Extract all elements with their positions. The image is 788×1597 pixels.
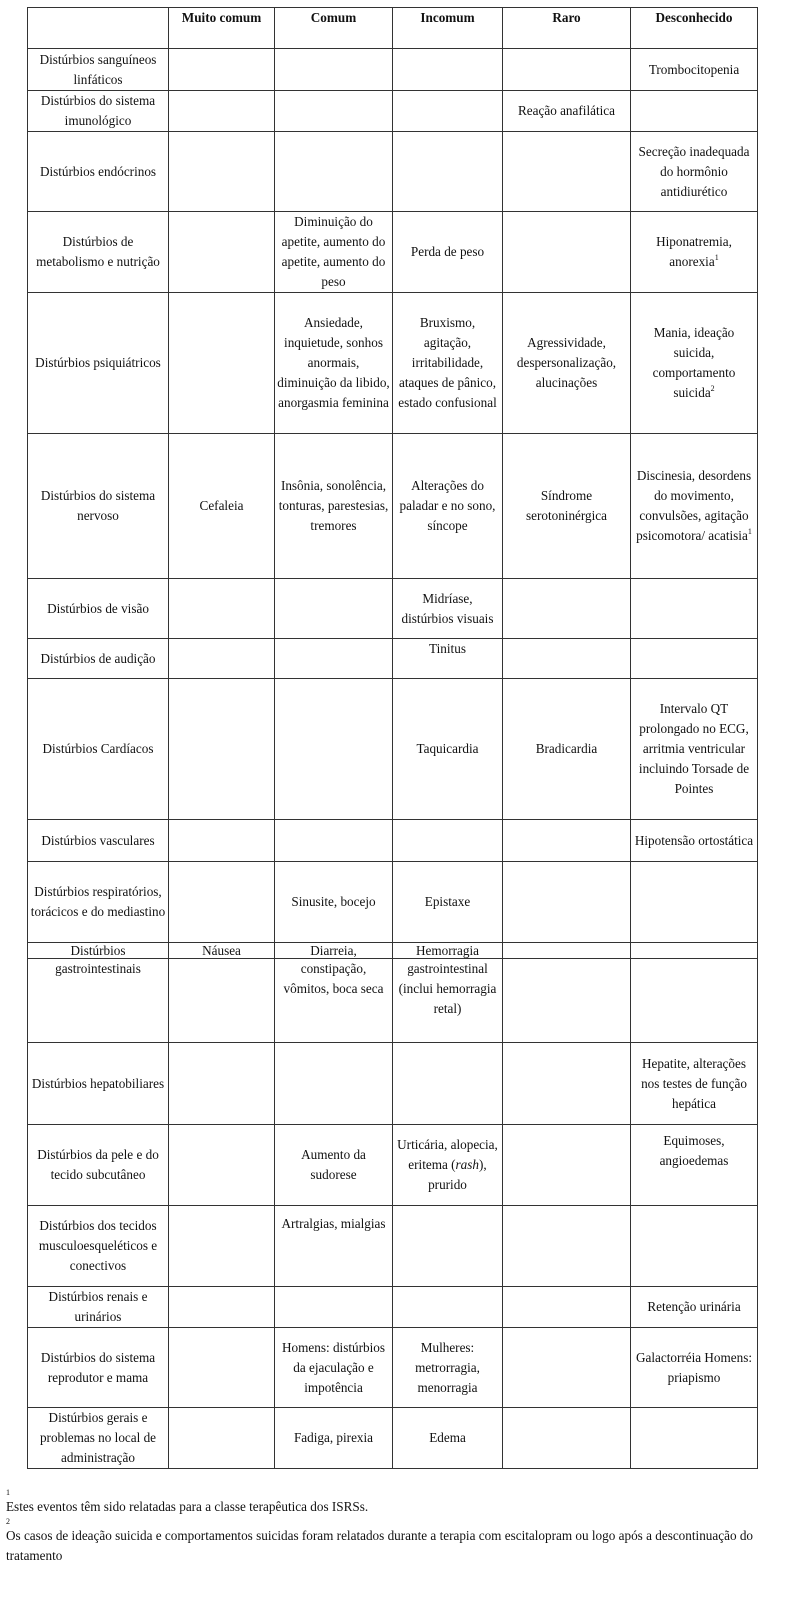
- comum-cell: [275, 132, 393, 212]
- muito-comum-cell: [169, 1043, 275, 1125]
- table-row: [28, 959, 758, 1043]
- desconhecido-cell: Retenção urinária: [631, 1287, 758, 1328]
- comum-cell: Aumento da sudorese: [275, 1125, 393, 1206]
- system-cell: Distúrbios Cardíacos: [28, 679, 169, 820]
- table-row: [28, 862, 758, 943]
- raro-cell: [503, 959, 631, 1043]
- raro-cell: [503, 1287, 631, 1328]
- comum-cell: Diarreia,: [275, 943, 393, 959]
- incomum-cell: Edema: [393, 1408, 503, 1469]
- system-cell: Distúrbios hepatobiliares: [28, 1043, 169, 1125]
- table-row: [28, 91, 758, 132]
- table-row: [28, 212, 758, 293]
- muito-comum-cell: [169, 293, 275, 434]
- comum-cell: Sinusite, bocejo: [275, 862, 393, 943]
- system-cell: Distúrbios de metabolismo e nutrição: [28, 212, 169, 293]
- table-row: [28, 1328, 758, 1408]
- table-row: [28, 579, 758, 639]
- table-row: [28, 1408, 758, 1469]
- system-cell: Distúrbios de audição: [28, 639, 169, 679]
- system-cell: Distúrbios respiratórios, torácicos e do mediastino: [28, 862, 169, 943]
- header-incomum: Incomum: [393, 8, 503, 49]
- table-row: [28, 679, 758, 820]
- header-desconhecido: Desconhecido: [631, 8, 758, 49]
- system-cell: Distúrbios psiquiátricos: [28, 293, 169, 434]
- raro-cell: [503, 1043, 631, 1125]
- comum-cell: Homens: distúrbios da ejaculação e impotência: [275, 1328, 393, 1408]
- desconhecido-cell: [631, 959, 758, 1043]
- incomum-text-italic: rash: [455, 1157, 479, 1172]
- desconhecido-cell: [631, 434, 758, 579]
- desconhecido-cell: [631, 579, 758, 639]
- muito-comum-cell: [169, 579, 275, 639]
- table-row: [28, 293, 758, 434]
- raro-cell: [503, 132, 631, 212]
- comum-cell: Ansiedade, inquietude, sonhos anormais, diminuição da libido, anorgasmia feminina: [275, 293, 393, 434]
- raro-cell: Síndrome serotoninérgica: [503, 434, 631, 579]
- muito-comum-cell: [169, 679, 275, 820]
- footnote-mark: 2: [6, 1517, 10, 1526]
- footnote-2: [6, 1517, 782, 1566]
- incomum-cell: [393, 1043, 503, 1125]
- raro-cell: [503, 1206, 631, 1287]
- header-muito-comum: Muito comum: [169, 8, 275, 49]
- incomum-cell: [393, 1125, 503, 1206]
- system-cell: Distúrbios dos tecidos musculoesqueléticos e conectivos: [28, 1206, 169, 1287]
- comum-cell: [275, 1043, 393, 1125]
- system-cell: Distúrbios renais e urinários: [28, 1287, 169, 1328]
- footnote-ref: 1: [747, 527, 752, 536]
- raro-cell: Bradicardia: [503, 679, 631, 820]
- raro-cell: [503, 212, 631, 293]
- raro-cell: [503, 579, 631, 639]
- system-cell: Distúrbios do sistema reprodutor e mama: [28, 1328, 169, 1408]
- desconhecido-cell: [631, 1206, 758, 1287]
- incomum-cell: [393, 49, 503, 91]
- muito-comum-cell: [169, 862, 275, 943]
- comum-cell: [275, 820, 393, 862]
- muito-comum-cell: [169, 1125, 275, 1206]
- adverse-reactions-table-wrap: [27, 7, 757, 1469]
- comum-cell: [275, 49, 393, 91]
- incomum-cell: Mulheres: metrorragia, menorragia: [393, 1328, 503, 1408]
- footnote-ref: 2: [710, 384, 715, 393]
- footnote-text: Os casos de ideação suicida e comportamentos suicidas foram relatados durante a terapia com escitalopram ou logo após a descontinuação do tratamento: [6, 1528, 754, 1563]
- incomum-cell: Taquicardia: [393, 679, 503, 820]
- desconhecido-cell: [631, 639, 758, 679]
- muito-comum-cell: [169, 91, 275, 132]
- header-row: [28, 8, 758, 49]
- system-cell: Distúrbios: [28, 943, 169, 959]
- raro-cell: [503, 1408, 631, 1469]
- incomum-cell: [393, 820, 503, 862]
- comum-cell: Artralgias, mialgias: [275, 1206, 393, 1287]
- raro-cell: [503, 1125, 631, 1206]
- comum-cell: [275, 639, 393, 679]
- comum-cell: Diminuição do apetite, aumento do apetite, aumento do peso: [275, 212, 393, 293]
- footnote-mark: 1: [6, 1488, 10, 1497]
- comum-cell: [275, 91, 393, 132]
- desconhecido-cell: Equimoses, angioedemas: [631, 1125, 758, 1206]
- incomum-cell: Hemorragia: [393, 943, 503, 959]
- muito-comum-cell: [169, 959, 275, 1043]
- system-cell: Distúrbios de visão: [28, 579, 169, 639]
- system-cell: gastrointestinais: [28, 959, 169, 1043]
- header-comum: Comum: [275, 8, 393, 49]
- raro-cell: [503, 862, 631, 943]
- comum-cell: constipação, vômitos, boca seca: [275, 959, 393, 1043]
- incomum-cell: [393, 1206, 503, 1287]
- incomum-cell: [393, 91, 503, 132]
- muito-comum-cell: [169, 49, 275, 91]
- desconhecido-cell: Trombocitopenia: [631, 49, 758, 91]
- comum-cell: [275, 1287, 393, 1328]
- table-row: [28, 1287, 758, 1328]
- incomum-text-a: Urticária, alopecia, eritema (: [397, 1137, 498, 1172]
- raro-cell: [503, 1328, 631, 1408]
- table-row: [28, 1125, 758, 1206]
- desconhecido-cell: Galactorréia Homens: priapismo: [631, 1328, 758, 1408]
- muito-comum-cell: [169, 1328, 275, 1408]
- desconhecido-text: Hiponatremia, anorexia: [656, 234, 732, 269]
- incomum-cell: gastrointestinal (inclui hemorragia retal): [393, 959, 503, 1043]
- system-cell: Distúrbios sanguíneos linfáticos: [28, 49, 169, 91]
- table-row: [28, 820, 758, 862]
- raro-cell: Agressividade, despersonalização, alucinações: [503, 293, 631, 434]
- incomum-cell: Midríase, distúrbios visuais: [393, 579, 503, 639]
- table-row: [28, 1043, 758, 1125]
- comum-cell: [275, 679, 393, 820]
- header-system: [28, 8, 169, 49]
- desconhecido-cell: [631, 1408, 758, 1469]
- table-row: [28, 943, 758, 959]
- raro-cell: [503, 49, 631, 91]
- system-cell: Distúrbios vasculares: [28, 820, 169, 862]
- desconhecido-cell: [631, 91, 758, 132]
- desconhecido-cell: [631, 293, 758, 434]
- header-raro: Raro: [503, 8, 631, 49]
- raro-cell: [503, 943, 631, 959]
- footnote-text: Estes eventos têm sido relatadas para a classe terapêutica dos ISRSs.: [6, 1499, 369, 1514]
- muito-comum-cell: [169, 132, 275, 212]
- system-cell: Distúrbios do sistema nervoso: [28, 434, 169, 579]
- incomum-cell: Tinitus: [393, 639, 503, 679]
- raro-cell: [503, 820, 631, 862]
- muito-comum-cell: [169, 639, 275, 679]
- muito-comum-cell: [169, 1408, 275, 1469]
- incomum-text-b: ), prurido: [428, 1157, 487, 1192]
- table-row: [28, 639, 758, 679]
- desconhecido-cell: Secreção inadequada do hormônio antidiurético: [631, 132, 758, 212]
- desconhecido-cell: Hepatite, alterações nos testes de função hepática: [631, 1043, 758, 1125]
- muito-comum-cell: [169, 212, 275, 293]
- desconhecido-cell: Intervalo QT prolongado no ECG, arritmia ventricular incluindo Torsade de Pointes: [631, 679, 758, 820]
- muito-comum-cell: Cefaleia: [169, 434, 275, 579]
- system-cell: Distúrbios da pele e do tecido subcutâneo: [28, 1125, 169, 1206]
- muito-comum-cell: Náusea: [169, 943, 275, 959]
- incomum-cell: Bruxismo, agitação, irritabilidade, ataques de pânico, estado confusional: [393, 293, 503, 434]
- table-row: [28, 434, 758, 579]
- incomum-cell: Alterações do paladar e no sono, síncope: [393, 434, 503, 579]
- table-row: [28, 132, 758, 212]
- desconhecido-cell: [631, 943, 758, 959]
- desconhecido-cell: Hipotensão ortostática: [631, 820, 758, 862]
- footnotes: [6, 1488, 782, 1566]
- system-cell: Distúrbios endócrinos: [28, 132, 169, 212]
- footnote-ref: 1: [714, 253, 719, 262]
- desconhecido-text: Discinesia, desordens do movimento, convulsões, agitação psicomotora/ acatisia: [636, 468, 752, 543]
- incomum-cell: Perda de peso: [393, 212, 503, 293]
- raro-cell: [503, 639, 631, 679]
- desconhecido-cell: [631, 212, 758, 293]
- muito-comum-cell: [169, 1206, 275, 1287]
- table-row: [28, 1206, 758, 1287]
- comum-cell: [275, 579, 393, 639]
- table-row: [28, 49, 758, 91]
- comum-cell: Insônia, sonolência, tonturas, parestesias, tremores: [275, 434, 393, 579]
- incomum-cell: [393, 1287, 503, 1328]
- raro-cell: Reação anafilática: [503, 91, 631, 132]
- system-cell: Distúrbios do sistema imunológico: [28, 91, 169, 132]
- incomum-cell: [393, 132, 503, 212]
- desconhecido-cell: [631, 862, 758, 943]
- desconhecido-text: Mania, ideação suicida, comportamento suicida: [652, 325, 736, 400]
- adverse-reactions-table: [27, 7, 758, 1469]
- system-cell: Distúrbios gerais e problemas no local de administração: [28, 1408, 169, 1469]
- comum-cell: Fadiga, pirexia: [275, 1408, 393, 1469]
- footnote-1: [6, 1488, 782, 1517]
- muito-comum-cell: [169, 1287, 275, 1328]
- incomum-cell: Epistaxe: [393, 862, 503, 943]
- muito-comum-cell: [169, 820, 275, 862]
